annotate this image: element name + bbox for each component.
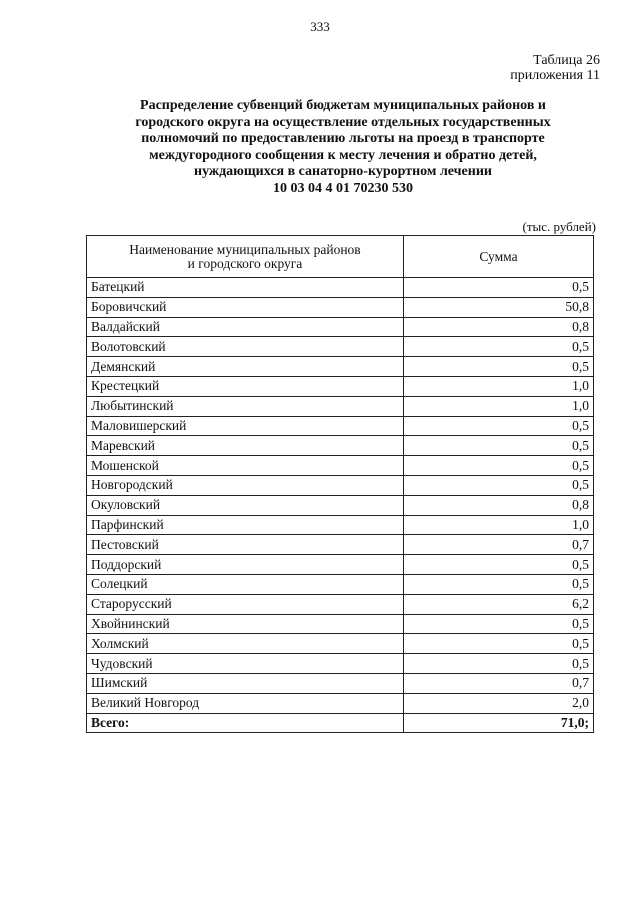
district-sum: 0,5 [404,555,594,575]
district-name: Маловишерский [87,416,404,436]
district-sum: 50,8 [404,297,594,317]
district-name: Пестовский [87,535,404,555]
table-row [87,654,594,674]
district-sum: 0,5 [404,436,594,456]
district-name: Холмский [87,634,404,654]
district-sum: 1,0 [404,376,594,396]
district-name: Демянский [87,357,404,377]
district-name: Хвойнинский [87,614,404,634]
district-name: Боровичский [87,297,404,317]
district-name: Поддорский [87,555,404,575]
table-row [87,673,594,693]
district-sum: 0,5 [404,357,594,377]
document-title [88,98,598,198]
table-row [87,396,594,416]
table-row [87,555,594,575]
district-sum: 0,5 [404,475,594,495]
district-sum: 6,2 [404,594,594,614]
table-row [87,297,594,317]
district-name: Волотовский [87,337,404,357]
units-label: (тыс. рублей) [522,219,596,234]
district-name: Валдайский [87,317,404,337]
district-name: Парфинский [87,515,404,535]
table-row [87,614,594,634]
table-number: Таблица 26 [533,53,600,68]
district-sum: 0,7 [404,673,594,693]
table-row [87,357,594,377]
district-name: Старорусский [87,594,404,614]
district-name: Маревский [87,436,404,456]
district-name: Шимский [87,673,404,693]
district-sum: 0,5 [404,337,594,357]
district-name: Солецкий [87,574,404,594]
column-header-name [87,236,404,278]
column-header-name-line2: и городского округа [187,255,303,271]
total-row [87,713,594,733]
table-row [87,594,594,614]
district-sum: 2,0 [404,693,594,713]
table-row [87,337,594,357]
table-row [87,574,594,594]
title-line: Распределение субвенций бюджетам муниципальных районов и [140,98,546,113]
total-sum: 71,0; [404,713,594,733]
table-row [87,634,594,654]
district-sum: 1,0 [404,515,594,535]
district-name: Чудовский [87,654,404,674]
district-sum: 1,0 [404,396,594,416]
district-name: Мошенской [87,456,404,476]
district-sum: 0,5 [404,416,594,436]
district-name: Любытинский [87,396,404,416]
table-row [87,456,594,476]
table-header-row [87,236,594,278]
table-row [87,515,594,535]
table-body [87,278,594,733]
district-name: Новгородский [87,475,404,495]
subvention-table [86,235,594,733]
table-row [87,475,594,495]
district-sum: 0,8 [404,495,594,515]
table-row [87,436,594,456]
district-sum: 0,5 [404,654,594,674]
table-row [87,535,594,555]
table-row [87,317,594,337]
table-row [87,416,594,436]
table-row [87,278,594,298]
table-row [87,693,594,713]
title-line: полномочий по предоставлению льготы на проезд в транспорте [141,131,545,147]
district-name: Окуловский [87,495,404,515]
district-sum: 0,8 [404,317,594,337]
table-row [87,376,594,396]
table-reference [510,53,600,83]
column-header-sum: Сумма [404,236,594,278]
district-sum: 0,5 [404,278,594,298]
district-sum: 0,5 [404,574,594,594]
title-line: нуждающихся в санаторно-курортном лечении [194,164,492,180]
district-sum: 0,7 [404,535,594,555]
budget-code: 10 03 04 4 01 70230 530 [273,180,413,196]
district-name: Великий Новгород [87,693,404,713]
district-name: Батецкий [87,278,404,298]
title-line: городского округа на осуществление отдельных государственных [135,114,551,130]
district-sum: 0,5 [404,614,594,634]
district-sum: 0,5 [404,456,594,476]
district-sum: 0,5 [404,634,594,654]
appendix-number: приложения 11 [510,68,600,83]
total-label: Всего: [87,713,404,733]
column-header-name-line1: Наименование муниципальных районов [129,241,361,257]
title-line: междугородного сообщения к месту лечения и обратно детей, [149,147,537,163]
page-number: 333 [310,19,330,34]
table-row [87,495,594,515]
district-name: Крестецкий [87,376,404,396]
